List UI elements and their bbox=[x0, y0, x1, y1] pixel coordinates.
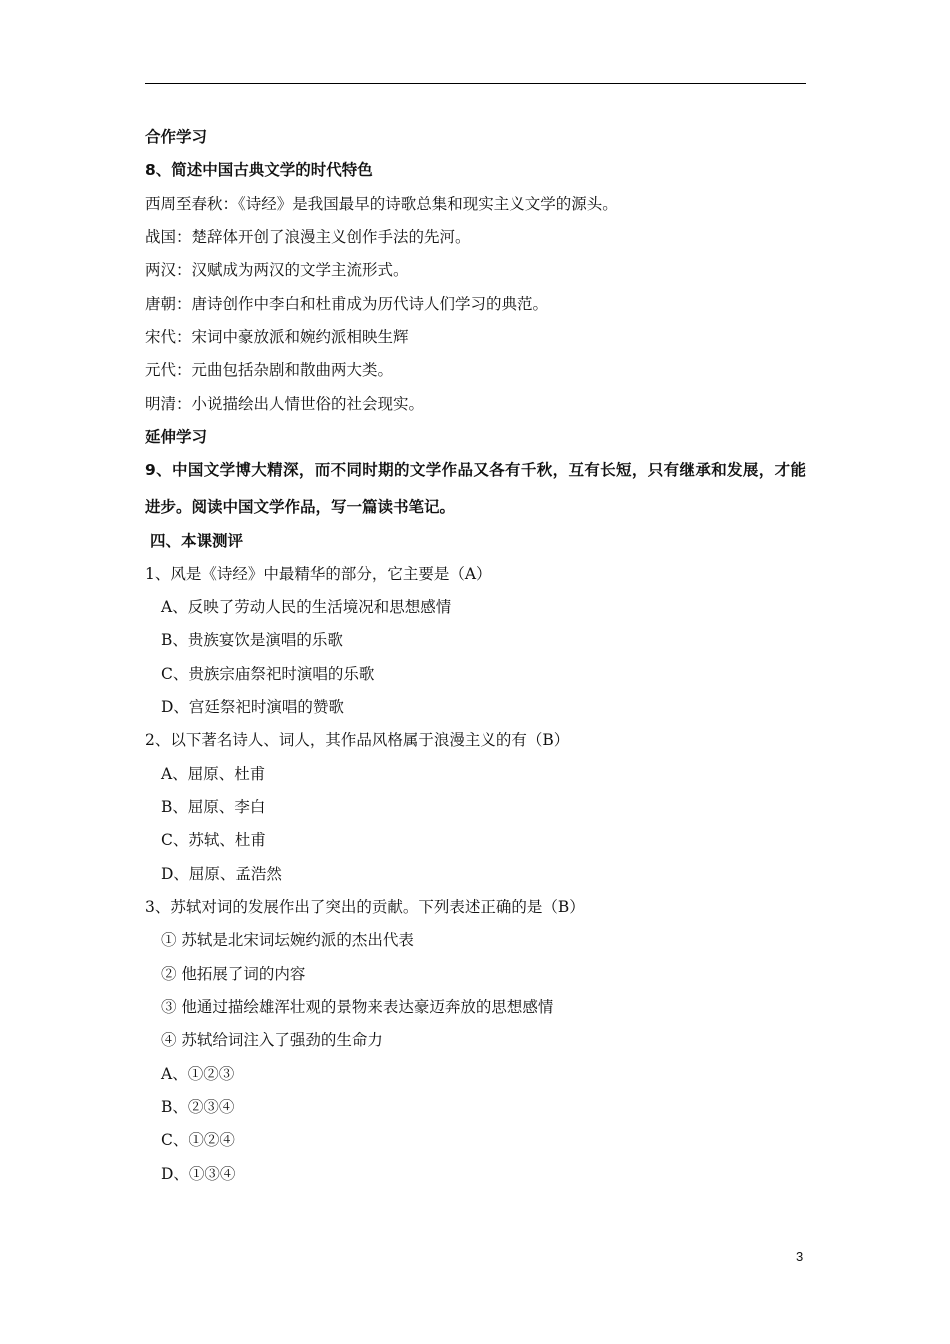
question-9-line-2: 进步。阅读中国文学作品，写一篇读书笔记。 bbox=[145, 498, 456, 516]
question-2-option-d: D、屈原、孟浩然 bbox=[161, 865, 282, 883]
question-3-statement-4: ④ 苏轼给词注入了强劲的生命力 bbox=[161, 1031, 383, 1049]
question-3-option-d: D、①③④ bbox=[161, 1165, 236, 1183]
question-8-title: 8、简述中国古典文学的时代特色 bbox=[145, 161, 373, 179]
header-rule bbox=[145, 83, 806, 84]
period-line: 战国：楚辞体开创了浪漫主义创作手法的先河。 bbox=[145, 228, 471, 246]
question-2-option-b: B、屈原、李白 bbox=[161, 798, 266, 816]
question-3-statement-1: ① 苏轼是北宋词坛婉约派的杰出代表 bbox=[161, 931, 414, 949]
question-3-option-a: A、①②③ bbox=[161, 1065, 235, 1083]
question-3-option-b: B、②③④ bbox=[161, 1098, 235, 1116]
question-3-statement-2: ② 他拓展了词的内容 bbox=[161, 965, 306, 983]
extension-learning-heading: 延伸学习 bbox=[145, 428, 208, 446]
period-line: 元代：元曲包括杂剧和散曲两大类。 bbox=[145, 361, 394, 379]
question-1-option-d: D、宫廷祭祀时演唱的赞歌 bbox=[161, 698, 344, 716]
question-1-stem: 1、风是《诗经》中最精华的部分，它主要是（A） bbox=[145, 565, 492, 583]
question-2-stem: 2、以下著名诗人、词人，其作品风格属于浪漫主义的有（B） bbox=[145, 731, 570, 749]
period-line: 宋代：宋词中豪放派和婉约派相映生辉 bbox=[145, 328, 409, 346]
period-line: 明清：小说描绘出人情世俗的社会现实。 bbox=[145, 395, 425, 413]
period-line: 唐朝：唐诗创作中李白和杜甫成为历代诗人们学习的典范。 bbox=[145, 295, 549, 313]
assessment-heading: 四、本课测评 bbox=[150, 532, 244, 550]
question-1-option-b: B、贵族宴饮是演唱的乐歌 bbox=[161, 631, 343, 649]
page-number: 3 bbox=[796, 1249, 804, 1264]
question-9-line-1: 9、中国文学博大精深，而不同时期的文学作品又各有千秋，互有长短，只有继承和发展，才能 bbox=[145, 461, 806, 479]
period-line: 两汉：汉赋成为两汉的文学主流形式。 bbox=[145, 261, 409, 279]
question-1-option-a: A、反映了劳动人民的生活境况和思想感情 bbox=[161, 598, 452, 616]
cooperative-learning-heading: 合作学习 bbox=[145, 128, 208, 146]
question-3-statement-3: ③ 他通过描绘雄浑壮观的景物来表达豪迈奔放的思想感情 bbox=[161, 998, 554, 1016]
question-1-option-c: C、贵族宗庙祭祀时演唱的乐歌 bbox=[161, 665, 375, 683]
question-3-option-c: C、①②④ bbox=[161, 1131, 235, 1149]
question-2-option-c: C、苏轼、杜甫 bbox=[161, 831, 266, 849]
period-line: 西周至春秋：《诗经》是我国最早的诗歌总集和现实主义文学的源头。 bbox=[145, 195, 618, 213]
question-2-option-a: A、屈原、杜甫 bbox=[161, 765, 266, 783]
question-3-stem: 3、苏轼对词的发展作出了突出的贡献。下列表述正确的是（B） bbox=[145, 898, 585, 916]
